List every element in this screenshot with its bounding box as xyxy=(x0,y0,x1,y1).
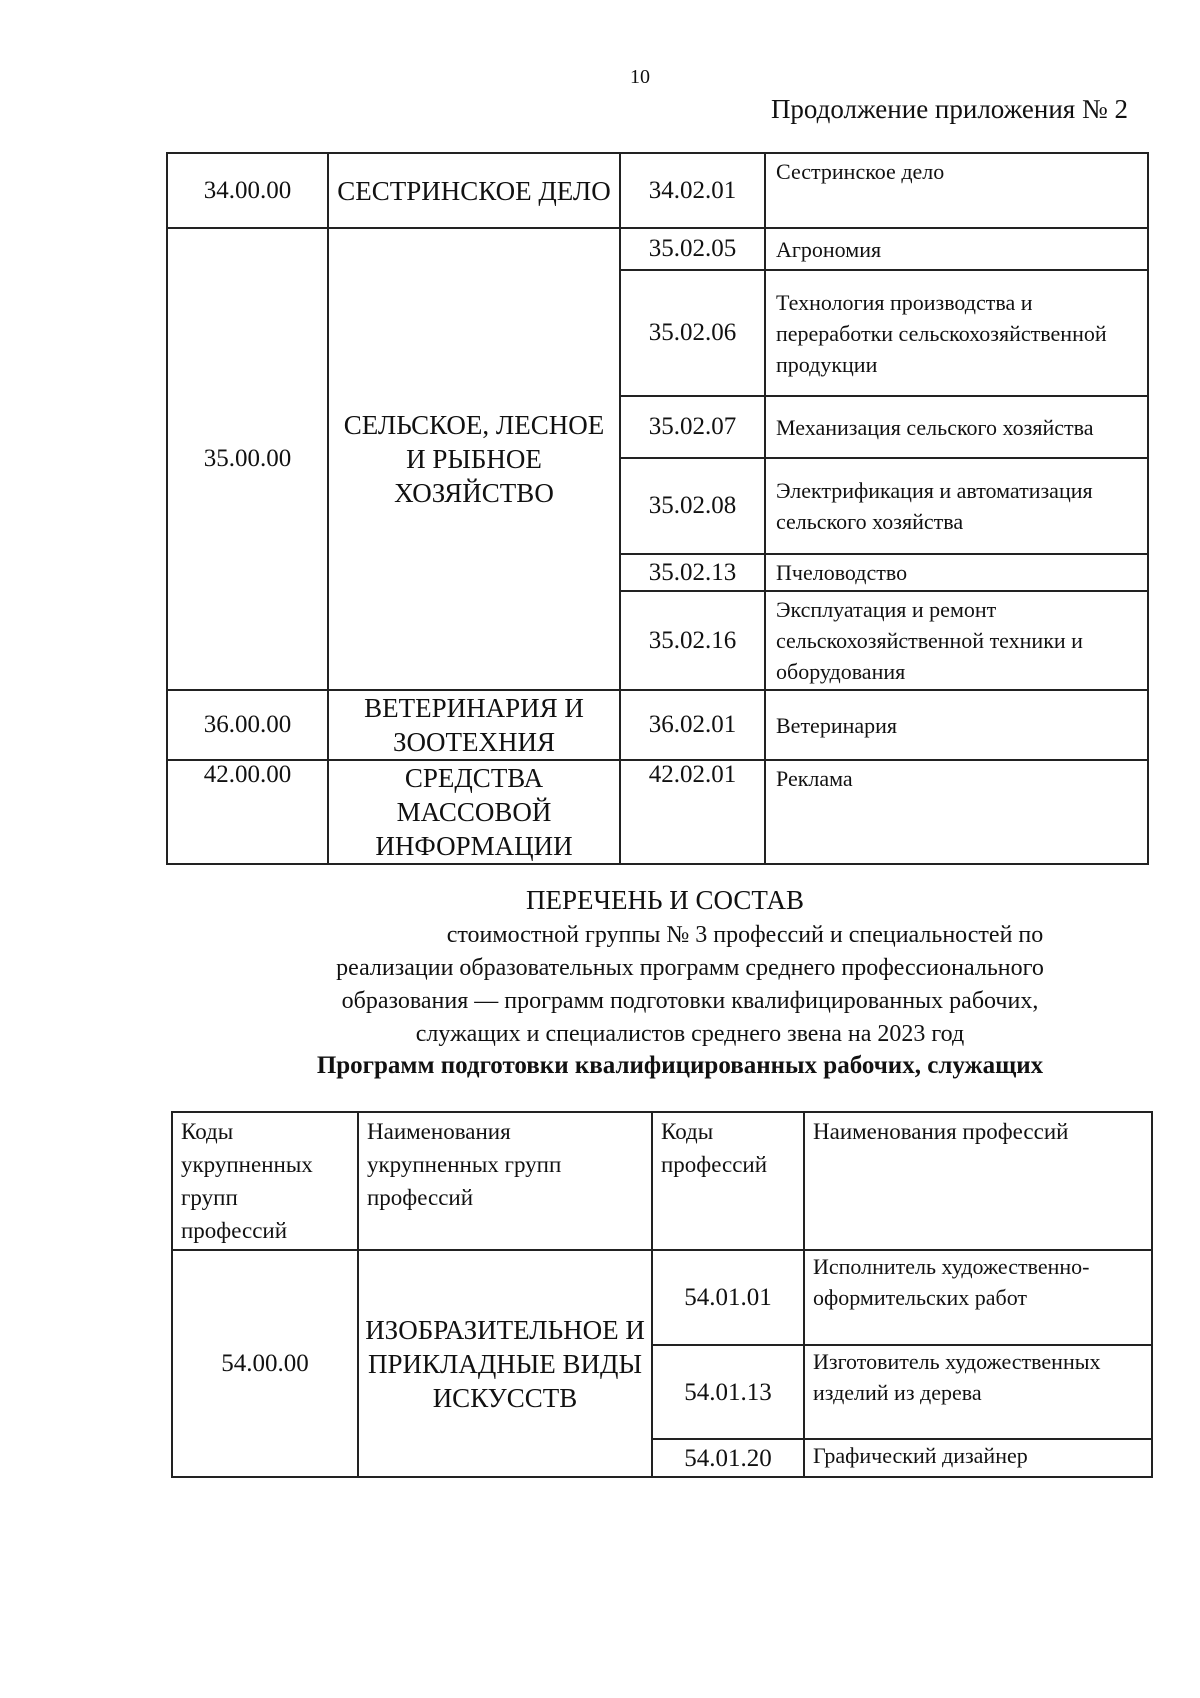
group-name: СЕЛЬСКОЕ, ЛЕСНОЕ И РЫБНОЕ ХОЗЯЙСТВО xyxy=(328,228,620,690)
specialty-name: Электрификация и автоматизация сельского хозяйства xyxy=(765,458,1148,554)
table-row xyxy=(167,228,1148,270)
profession-code: 54.01.01 xyxy=(652,1250,804,1345)
group-code: 36.00.00 xyxy=(167,690,328,760)
table-row xyxy=(167,690,1148,760)
appendix-note: Продолжение приложения № 2 xyxy=(770,94,1128,124)
profession-code: 54.01.20 xyxy=(652,1439,804,1477)
specialty-name: Технология производства и переработки сельскохозяйственной продукции xyxy=(765,270,1148,396)
specialty-name: Механизация сельского хозяйства xyxy=(765,396,1148,458)
specialty-name: Пчеловодство xyxy=(765,554,1148,591)
table-row xyxy=(167,153,1148,228)
list-description xyxy=(230,919,1150,1051)
specialty-code: 35.02.06 xyxy=(620,270,765,396)
table-header-row xyxy=(172,1112,1152,1250)
description-line: стоимостной группы № 3 профессий и специальностей по xyxy=(446,922,1044,948)
group-code: 35.00.00 xyxy=(167,228,328,690)
column-header: Коды профессий xyxy=(652,1112,804,1250)
specialty-name: Эксплуатация и ремонт сельскохозяйственной техники и оборудования xyxy=(765,591,1148,690)
specialty-code: 34.02.01 xyxy=(620,153,765,228)
specialty-code: 42.02.01 xyxy=(620,760,765,864)
group-code: 34.00.00 xyxy=(167,153,328,228)
specialty-code: 35.02.05 xyxy=(620,228,765,270)
specialty-name: Сестринское дело xyxy=(765,153,1148,228)
group-code: 42.00.00 xyxy=(167,760,328,864)
profession-name: Графический дизайнер xyxy=(804,1439,1152,1477)
group-name: ИЗОБРАЗИТЕЛЬНОЕ И ПРИКЛАДНЫЕ ВИДЫ ИСКУССТВ xyxy=(358,1250,652,1477)
specialties-table xyxy=(166,152,1149,865)
table-row xyxy=(167,760,1148,864)
description-line: образования — программ подготовки квалифицированных рабочих, xyxy=(341,988,1039,1014)
specialty-code: 35.02.08 xyxy=(620,458,765,554)
profession-name: Исполнитель художественно-оформительских работ xyxy=(804,1250,1152,1345)
profession-name: Изготовитель художественных изделий из дерева xyxy=(804,1345,1152,1439)
description-line: реализации образовательных программ среднего профессионального xyxy=(336,955,1044,981)
column-header: Коды укрупненных групп профессий xyxy=(172,1112,358,1250)
specialty-code: 35.02.13 xyxy=(620,554,765,591)
specialty-code: 35.02.07 xyxy=(620,396,765,458)
specialty-code: 36.02.01 xyxy=(620,690,765,760)
list-title: ПЕРЕЧЕНЬ И СОСТАВ xyxy=(525,885,805,915)
group-name: СРЕДСТВА МАССОВОЙ ИНФОРМАЦИИ xyxy=(328,760,620,864)
page-number: 10 xyxy=(630,66,650,88)
specialty-name: Ветеринария xyxy=(765,690,1148,760)
column-header: Наименования профессий xyxy=(804,1112,1152,1250)
professions-table xyxy=(171,1111,1153,1478)
program-heading: Программ подготовки квалифицированных рабочих, служащих xyxy=(316,1052,1044,1079)
group-code: 54.00.00 xyxy=(172,1250,358,1477)
profession-code: 54.01.13 xyxy=(652,1345,804,1439)
description-line: служащих и специалистов среднего звена на 2023 год xyxy=(415,1021,965,1047)
specialty-code: 35.02.16 xyxy=(620,591,765,690)
column-header: Наименования укрупненных групп профессий xyxy=(358,1112,652,1250)
specialty-name: Агрономия xyxy=(765,228,1148,270)
specialty-name: Реклама xyxy=(765,760,1148,864)
table-row xyxy=(172,1250,1152,1345)
group-name: ВЕТЕРИНАРИЯ И ЗООТЕХНИЯ xyxy=(328,690,620,760)
group-name: СЕСТРИНСКОЕ ДЕЛО xyxy=(328,153,620,228)
